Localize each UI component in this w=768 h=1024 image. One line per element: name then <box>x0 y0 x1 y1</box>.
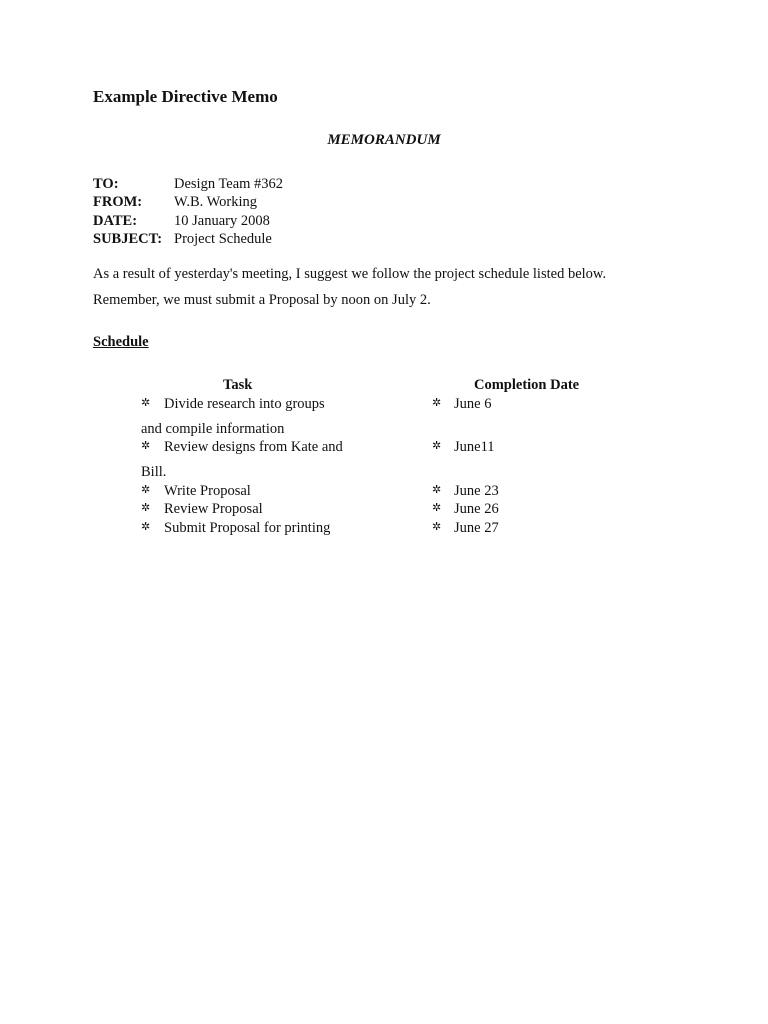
from-label: FROM: <box>93 194 143 210</box>
to-label: TO: <box>93 176 119 192</box>
completion-date: June 23 <box>454 483 499 499</box>
date-label: DATE: <box>93 213 138 229</box>
completion-date: June 27 <box>454 520 499 536</box>
bullet-icon: ✲ <box>432 502 442 514</box>
task-text-continued: and compile information <box>141 421 285 437</box>
task-text: Write Proposal <box>164 483 251 499</box>
bullet-icon: ✲ <box>141 440 151 452</box>
task-text: Submit Proposal for printing <box>164 520 331 536</box>
subject-label: SUBJECT: <box>93 231 163 247</box>
task-text: Divide research into groups <box>164 396 325 412</box>
completion-date: June11 <box>454 439 495 455</box>
column-header-task: Task <box>223 377 253 393</box>
task-text: Review Proposal <box>164 501 263 517</box>
bullet-icon: ✲ <box>432 397 442 409</box>
completion-date: June 26 <box>454 501 499 517</box>
to-value: Design Team #362 <box>174 176 284 192</box>
task-text: Review designs from Kate and <box>164 439 343 455</box>
bullet-icon: ✲ <box>432 484 442 496</box>
bullet-icon: ✲ <box>141 521 151 533</box>
bullet-icon: ✲ <box>141 502 151 514</box>
schedule-heading: Schedule <box>93 334 149 350</box>
bullet-icon: ✲ <box>432 521 442 533</box>
bullet-icon: ✲ <box>432 440 442 452</box>
bullet-icon: ✲ <box>141 397 151 409</box>
task-text-continued: Bill. <box>141 464 167 480</box>
body-line-1: As a result of yesterday's meeting, I suggest we follow the project schedule listed below. <box>93 266 607 282</box>
memo-heading <box>0 132 768 149</box>
from-value: W.B. Working <box>174 194 258 210</box>
subject-value: Project Schedule <box>174 231 272 247</box>
document-title: Example Directive Memo <box>93 87 278 106</box>
completion-date: June 6 <box>454 396 492 412</box>
memo-heading-text: MEMORANDUM <box>327 132 441 148</box>
body-line-2: Remember, we must submit a Proposal by noon on July 2. <box>93 292 431 308</box>
bullet-icon: ✲ <box>141 484 151 496</box>
column-header-completion-date: Completion Date <box>474 377 580 393</box>
date-value: 10 January 2008 <box>174 213 270 229</box>
